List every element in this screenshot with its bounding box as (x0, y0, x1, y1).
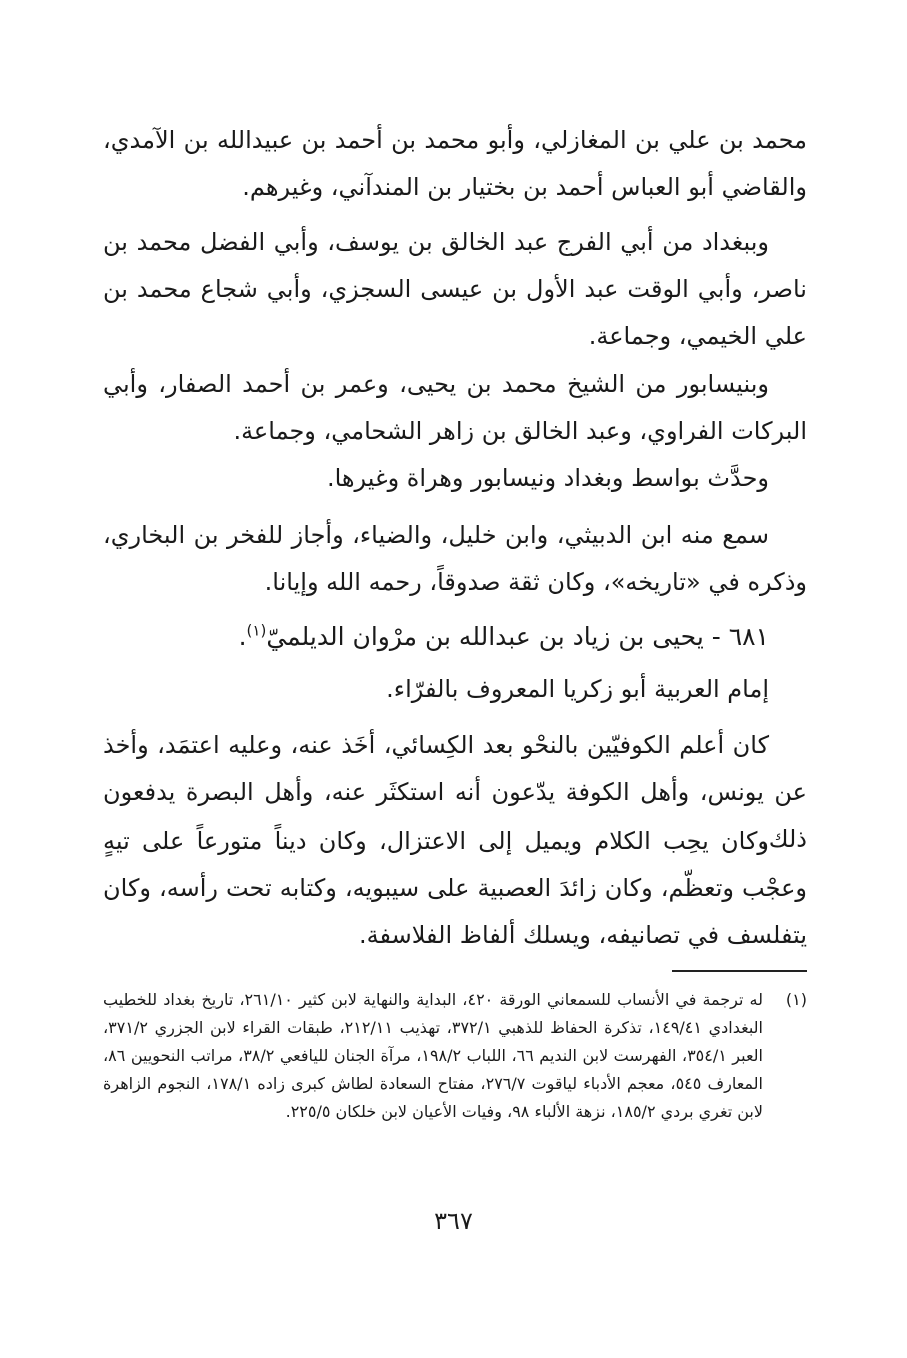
entry-title: يحيى بن زياد بن عبدالله بن مرْوان الديلميّ (266, 622, 704, 651)
footnote-marker: (١) (785, 990, 807, 1009)
footnote-text: له ترجمة في الأنساب للسمعاني الورقة ٤٢٠، البداية والنهاية لابن كثير ٢٦١/١٠، تاريخ بغداد للخطيب البغدادي ١٤٩/٤١، تذكرة الحفاظ للذهبي ٣٧٢/١، تهذيب ٢١٢/١١، طبقات القراء لابن الجزري ٣٧١/٢، العبر ٣٥٤/١، الفهرست لابن النديم ٦٦، اللباب ١٩٨/٢، مرآة الجنان لليافعي ٣٨/٢، مراتب النحويين ٨٦، المعارف ٥٤٥، معجم الأدباء لياقوت ٢٧٦/٧، مفتاح السعادة لطاش كبرى زاده ١٧٨/١، النجوم الزاهرة لابن تغري بردي ١٨٥/٢، نزهة الألباء ٩٨، وفيات الأعيان لابن خلكان ٢٢٥/٥. (103, 990, 764, 1121)
entry-heading (103, 613, 807, 660)
footnote-divider (672, 970, 807, 972)
footnote-1 (103, 986, 807, 1126)
entry-end: . (238, 622, 247, 651)
paragraph-4: وحدَّث بواسط وبغداد ونيسابور وهراة وغيرها. (326, 464, 769, 492)
paragraph-3: وبنيسابور من الشيخ محمد بن يحيى، وعمر بن أحمد الصفار، وأبي البركات الفراوي، وعبد الخالق بن زاهر الشحامي، وجماعة. (103, 370, 807, 445)
main-text-3 (103, 361, 807, 455)
paragraph-2: وببغداد من أبي الفرج عبد الخالق بن يوسف، وأبي الفضل محمد بن ناصر، وأبي الوقت عبد الأول بن عيسى السجزي، وأبي شجاع محمد بن علي الخيمي، وجماعة. (103, 228, 807, 350)
entry-paragraph-2: كان أعلم الكوفيّين بالنحْو بعد الكِسائي، أخَذ عنه، وعليه اعتمَد، وأخذ عن يونس، وأهل الكوفة يدّعون أنه استكثَر عنه، وأهل البصرة يدفعون ذلك. (103, 731, 807, 853)
entry-text-3 (103, 818, 807, 959)
paragraph-5: سمع منه ابن الدبيثي، وابن خليل، والضياء، وأجاز للفخر بن البخاري، وذكره في «تاريخه»، وكان ثقة صدوقاً، رحمه الله وإيانا. (103, 521, 807, 596)
entry-text-1 (103, 666, 807, 713)
footnotes (103, 986, 807, 1126)
entry-paragraph-1: إمام العربية أبو زكريا المعروف بالفرّاء. (386, 675, 769, 703)
main-text (103, 117, 807, 211)
footnote-reference: (١) (246, 621, 267, 640)
entry-block (103, 613, 807, 660)
main-text-2 (103, 219, 807, 360)
main-text-4 (103, 455, 807, 502)
page-number: ٣٦٧ (434, 1207, 473, 1235)
entry-paragraph-3: وكان يحِب الكلام ويميل إلى الاعتزال، وكان ديناً متورعاً على تيهٍ وعجْب وتعظّم، وكان زائدَ العصبية على سيبويه، وكتابه تحت رأسه، وكان يتفلسف في تصانيفه، ويسلك ألفاظ الفلاسفة. (103, 827, 807, 949)
entry-number: ٦٨١ - (711, 622, 769, 651)
main-text-5 (103, 512, 807, 606)
paragraph-1: محمد بن علي بن المغازلي، وأبو محمد بن أحمد بن عبيدالله بن الآمدي، والقاضي أبو العباس أحمد بن بختيار بن المندآني، وغيرهم. (103, 126, 807, 201)
